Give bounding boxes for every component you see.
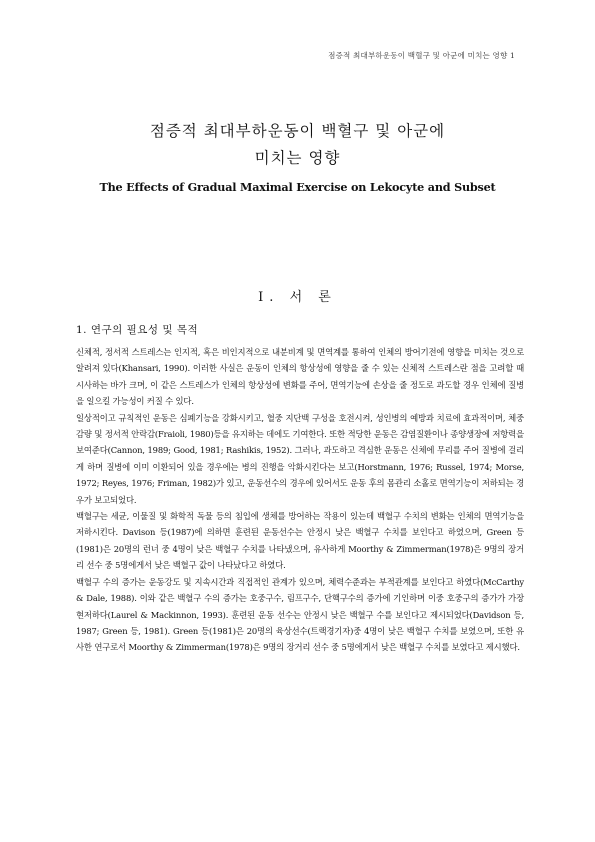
running-header: 점증적 최대부하운동이 백혈구 및 아군에 미치는 영향 1 bbox=[328, 51, 515, 60]
paper-title-line-2: 미치는 영향 bbox=[254, 149, 341, 167]
subsection-heading: 1. 연구의 필요성 및 목적 bbox=[76, 324, 199, 336]
paragraph-3: 백혈구는 세균, 이물질 및 화학적 독물 등의 침입에 생체를 방어하는 작용이 있는데 백혈구 수치의 변화는 인체의 면역기능을 저하시킨다. Davison 등(1987)에 의하면 훈련된 운동선수는 안정시 낮은 백혈구 수치를 보인다고 하였으며, Green 등(1981)은 20명의 런너 중 4명이 낮은 백혈구 수치를 나타냈으며, 유사하게 Moorthy & Zimmerman(1978)은 9명의 장거리 선수 중 5명에게서 낮은 백혈구 값이 나타났다고 하였다. bbox=[76, 511, 524, 571]
title-block bbox=[0, 118, 595, 194]
paragraph-1: 신체적, 정서적 스트레스는 인지적, 혹은 비인지적으로 내분비계 및 면역계를 통하여 인체의 방어기전에 영향을 미치는 것으로 알려져 있다(Khansari, 1990). 이러한 사실은 운동이 인체의 항상성에 영향을 줄 수 있는 신체적 스트레스란 점을 고려할 때 시사하는 바가 크며, 이 같은 스트레스가 인체의 항상성에 변화를 주어, 면역기능에 손상을 줄 정도로 과도할 경우 인체에 질병을 일으킬 가능성이 커질 수 있다. bbox=[76, 347, 524, 407]
paper-title-line-1: 점증적 최대부하운동이 백혈구 및 아군에 bbox=[149, 122, 446, 140]
paragraph-4: 백혈구 수의 증가는 운동강도 및 지속시간과 직접적인 관계가 있으며, 체력수준과는 부적관계를 보인다고 하였다(McCarthy & Dale, 1988). 이와 같은 백혈구 수의 증가는 호중구수, 림프구수, 단핵구수의 증가에 기인하며 이중 호중구의 증가가 가장 현저하다(Laurel & Mackinnon, 1993). 훈련된 운동 선수는 안정시 낮은 백혈구 수를 보인다고 제시되었다(Davidson 등, 1987; Green 등, 1981). Green 등(1981)은 20명의 육상선수(트랙경기자)중 4명이 낮은 백혈구 수치를 보였으며, 또한 유사한 연구로서 Moorthy & Zimmerman(1978)은 9명의 장거리 선수 중 5명에게서 낮은 백혈구 수치를 보였다고 제시했다. bbox=[76, 576, 524, 653]
section-heading: Ⅰ. 서 론 bbox=[258, 290, 337, 305]
paragraph-2: 일상적이고 규칙적인 운동은 심폐기능을 강화시키고, 혈중 지단백 구성을 호전시켜, 성인병의 예방과 치료에 효과적이며, 체중감량 및 정서적 안락감(Fraioli, 1980)등을 유지하는 데에도 기여한다. 또한 적당한 운동은 감염질환이나 종양생장에 저항력을 보여준다(Cannon, 1989; Good, 1981; Rashikis, 1952). 그러나, 과도하고 격심한 운동은 신체에 무리를 주어 질병에 걸리게 하며 질병에 이미 이환되어 있을 경우에는 병의 진행을 악화시킨다는 보고(Horstmann, 1976; Russel, 1974; Morse, 1972; Reyes, 1976; Friman, 1982)가 있고, 운동선수의 경우에 있어서도 운동 후의 몸관리 소홀로 면역기능이 저하되는 경우가 보고되었다. bbox=[76, 412, 524, 505]
paper-title-english: The Effects of Gradual Maximal Exercise on Lekocyte and Subset bbox=[99, 180, 496, 194]
body-text bbox=[76, 344, 524, 656]
